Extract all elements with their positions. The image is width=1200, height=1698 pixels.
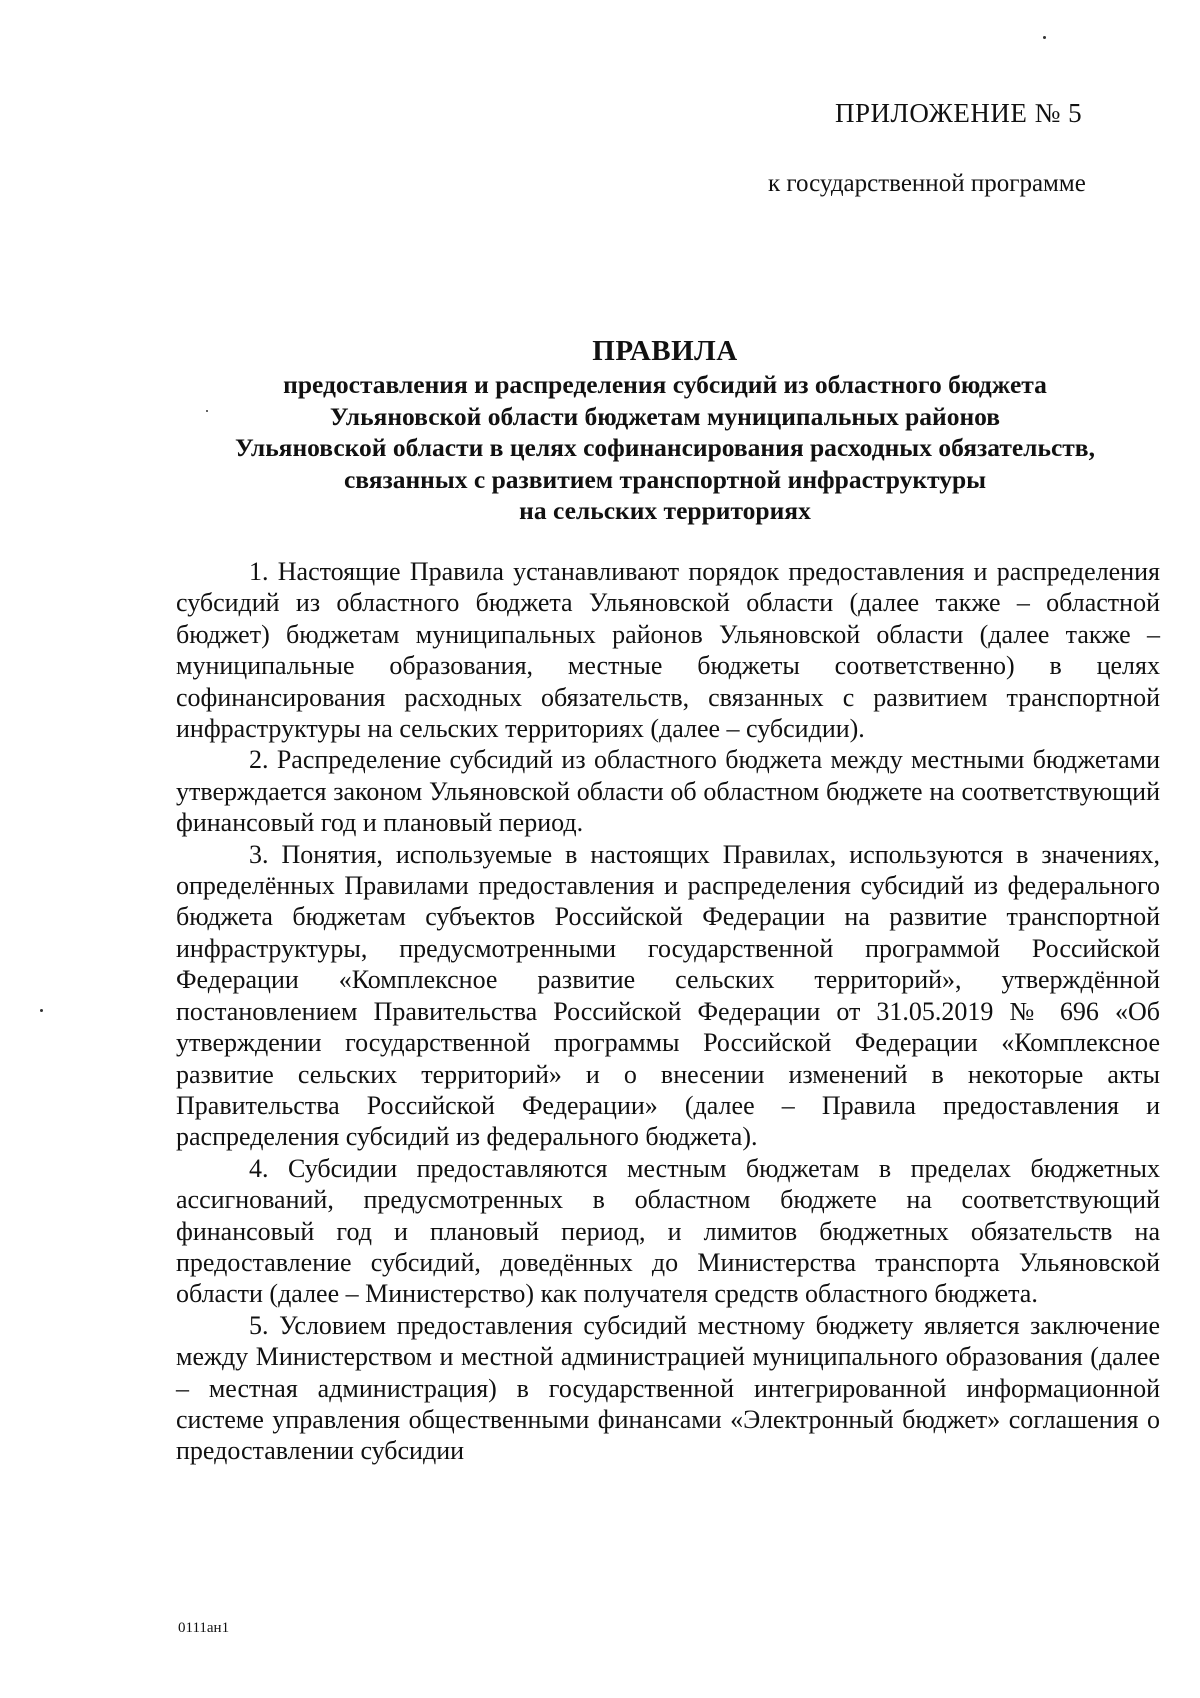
- scan-speck: [40, 1009, 43, 1012]
- paragraph: 1. Настоящие Правила устанавливают порядок предоставления и распределения субсидий из областного бюджета Ульяновской области (далее также – областной бюджет) бюджетам муниципальных районов Ульяновской области (далее также – муниципальные образования, местные бюджеты соответственно) в целях софинансирования расходных обязательств, связанных с развитием транспортной инфраструктуры на сельских территориях (далее – субсидии).: [176, 557, 1160, 744]
- paragraph: 3. Понятия, используемые в настоящих Правилах, используются в значениях, определённых Правилами предоставления и распределения субсидий из федерального бюджета бюджетам субъектов Российской Федерации на развитие транспортной инфраструктуры, предусмотренными государственной программой Российской Федерации «Комплексное развитие сельских территорий», утверждённой постановлением Правительства Российской Федерации от 31.05.2019 № 696 «Об утверждении государственной программы Российской Федерации «Комплексное развитие сельских территорий» и о внесении изменений в некоторые акты Правительства Российской Федерации» (далее – Правила предоставления и распределения субсидий из федерального бюджета).: [176, 839, 1160, 1152]
- title-line: на сельских территориях: [519, 496, 811, 525]
- document-title: [170, 333, 1160, 527]
- footer-code: 0111ан1: [178, 1620, 230, 1636]
- title-main: ПРАВИЛА: [592, 335, 738, 367]
- title-line: Ульяновской области бюджетам муниципальных районов: [329, 401, 1001, 431]
- paragraph: 4. Субсидии предоставляются местным бюджетам в пределах бюджетных ассигнований, предусмотренных в областном бюджете на соответствующий финансовый год и плановый период, и лимитов бюджетных обязательств на предоставление субсидий, доведённых до Министерства транспорта Ульяновской области (далее – Министерство) как получателя средств областного бюджета.: [176, 1153, 1160, 1309]
- title-line: связанных с развитием транспортной инфраструктуры: [343, 464, 987, 494]
- appendix-label: ПРИЛОЖЕНИЕ № 5: [835, 98, 1083, 128]
- title-line: Ульяновской области в целях софинансирования расходных обязательств,: [235, 433, 1095, 462]
- paragraph: 5. Условием предоставления субсидий местному бюджету является заключение между Министерством и местной администрацией муниципального образования (далее – местная администрация) в государственной интегрированной информационной системе управления общественными финансами «Электронный бюджет» соглашения о предоставлении субсидии: [176, 1310, 1160, 1466]
- paragraph: 2. Распределение субсидий из областного бюджета между местными бюджетами утверждается законом Ульяновской области об областном бюджете на соответствующий финансовый год и плановый период.: [176, 745, 1160, 838]
- title-line: предоставления и распределения субсидий из областного бюджета: [283, 370, 1047, 399]
- appendix-subtitle: к государственной программе: [768, 170, 1086, 197]
- scan-speck: [1043, 36, 1046, 39]
- document-body: [176, 556, 1160, 1467]
